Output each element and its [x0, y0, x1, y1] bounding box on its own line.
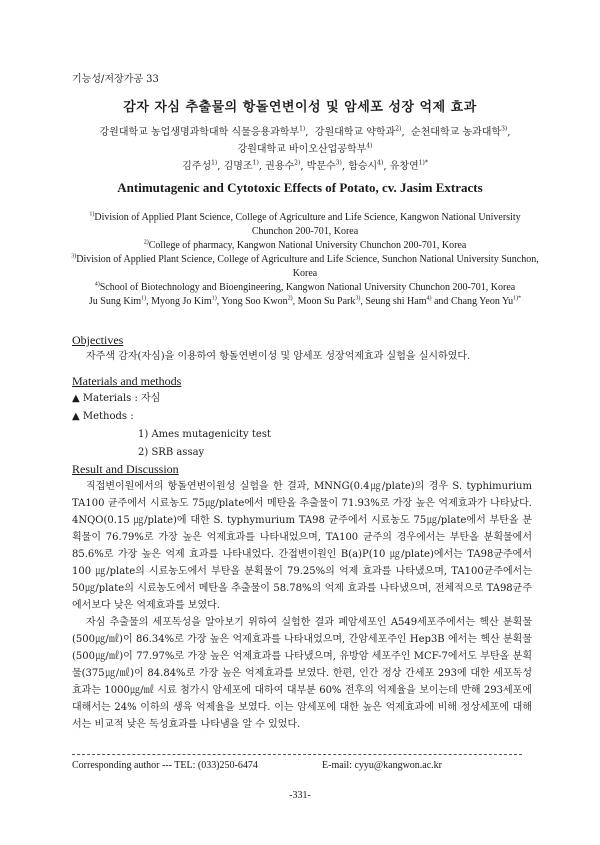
korean-affiliations [60, 124, 550, 175]
korean-title: 감자 자심 추출물의 항돌연변이성 및 암세포 성장 억제 효과 [123, 100, 477, 115]
materials-line: ▲ Materials : 자심 [72, 393, 161, 404]
results-paragraph-1: 직접변이원에서의 항돌연변이원성 실험을 한 결과, MNNG(0.4㎍/plate)의 경우 S. typhimurium TA100 균주에서 시료농도 75㎍/plate에서 메탄올 추출물이 71.93%로 가장 높은 억제효과가 나타났다. 4NQO(0.15 ㎍/plate)에 대한 S. typhymurium TA98 균주에서 시료농도 75㎍/plate에서 부탄올 분획물이 76.79%로 가장 높은 억제효과를 나타내었으며, TA100 균주의 경우에서는 부탄올 분획물에서 85.6%로 가장 높은 억제 효과를 나타내었다. 간접변이원인 B(a)P(10 ㎍/plate)에서는 TA98균주에서 100 ㎍/plate의 시료농도에서 부탄올 분획물이 79.25%의 억제 효과를 나타냈으며, TA100균주에서는 50㎍/plate의 시료농도에서 메탄올 추출물이 58.78%의 억제 효과를 나타냈으며, 전체적으로 TA98균주에서보다 낮은 억제효과를 보였다. [72, 481, 532, 611]
corresponding-author: Corresponding author --- TEL: (033)250-6474 [72, 760, 258, 771]
footer [72, 760, 522, 771]
methods-heading: Materials and methods [72, 374, 182, 388]
english-affiliations [70, 211, 540, 309]
objectives-text: 자주색 감자(자심)을 이용하여 항돌연변이성 및 암세포 성장억제효과 실험을 실시하였다. [86, 351, 471, 362]
english-affiliation-3: $^{3)}$Division of Applied Plant Science, College of Agriculture and Life Science, Sunchon National University Sunchon, Korea [71, 253, 539, 279]
english-title: Antimutagenic and Cytotoxic Effects of Potato, cv. Jasim Extracts [117, 180, 483, 195]
methods-body [72, 390, 532, 462]
english-affiliation-4: $^{4)}$School of Biotechnology and Bioengineering, Kangwon National University Chunchon 200-701, Korea [94, 281, 516, 293]
methods-line: ▲ Methods : [72, 411, 134, 422]
results-body [72, 478, 532, 733]
results-paragraph-2: 자심 추출물의 세포독성을 알아보기 위하여 실험한 결과 폐암세포인 A549세포주에서는 헥산 분획물(500㎍/㎖)이 86.34%로 가장 높은 억제효과를 나타내었으며, 간암세포주인 Hep3B 에서는 헥산 분획물(500㎍/㎖)이 77.97%로 가장 높은 억제효과를 나타냈으며, 유방암 세포주인 MCF-7에서도 부탄올 분획물(375㎍/㎖)이 84.84%로 가장 높은 억제효과를 보였다. 한편, 인간 정상 간세포 293에 대한 세포독성 효과는 1000㎍/㎖ 시료 첨가시 암세포에 대하여 대부분 60% 전후의 억제율을 보이는데 반해 293세포에 대해서는 24% 이하의 생육 억제율을 보였다. 이는 암세포에 대한 높은 억제효과에 비해 정상세포에 대해서는 비교적 낮은 독성효과를 나타냄을 알 수 있었다. [72, 617, 532, 730]
english-affiliation-2: $^{2)}$College of pharmacy, Kangwon National University Chunchon 200-701, Korea [143, 239, 467, 251]
objectives-heading: Objectives [72, 333, 124, 347]
results-heading: Result and Discussion [72, 462, 179, 476]
method-item-1: 1) Ames mutagenicity test [138, 429, 271, 440]
page-number: -331- [289, 790, 311, 801]
english-affiliation-1: $^{1)}$Division of Applied Plant Science, College of Agriculture and Life Science, Kangwon National University Chunchon 200-701, Korea [89, 211, 521, 237]
korean-author-list: 김주성$^{1)}$, 김명조$^{1)}$, 권용수$^{2)}$, 박문수$^{3)}$, 함승시$^{4)}$, 유창연$^{1)*}$ [182, 159, 428, 172]
english-author-list: Ju Sung Kim$^{1)}$, Myong Jo Kim$^{1)}$, Yong Soo Kwon$^{2)}$, Moon Su Park$^{3)}$, Seung shi Ham$^{4)}$ and Chang Yeon $Yu^{1)*}$ [88, 295, 522, 307]
korean-affiliation-line-2: 강원대학교 바이오산업공학부$^{4)}$ [237, 142, 373, 155]
footer-divider [72, 754, 522, 755]
corresponding-email: E-mail: cyyu@kangwon.ac.kr [322, 760, 443, 771]
method-item-2: 2) SRB assay [138, 447, 205, 458]
header-tag: 기능성/저장가공 33 [72, 74, 159, 85]
korean-affiliation-line-1: 강원대학교 농업생명과학대학 식물응용과학부$^{1)}$, 강원대학교 약학과$^{2)}$, 순천대학교 농과대학$^{3)}$, [99, 125, 511, 138]
